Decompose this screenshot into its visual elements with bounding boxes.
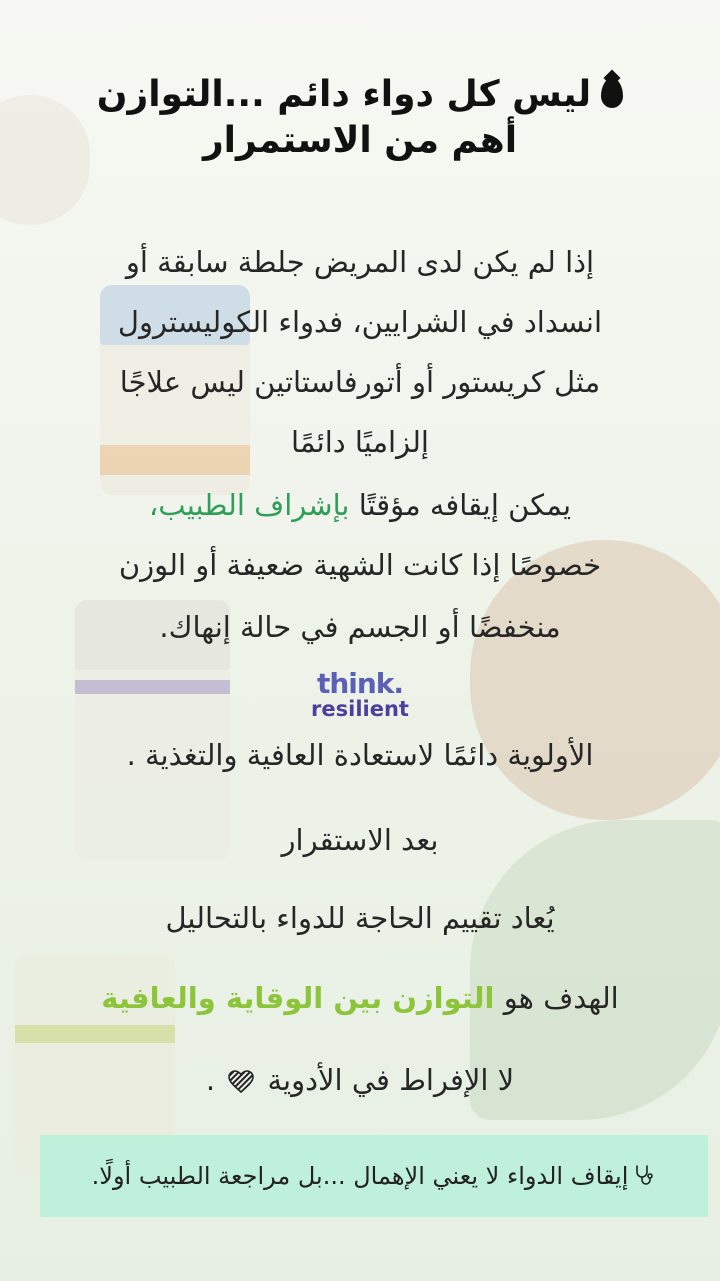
body-line-8: الأولوية دائمًا لاستعادة العافية والتغذية . [126, 738, 594, 772]
water-drop-icon [601, 78, 623, 108]
body-line-12-end: . [205, 1063, 216, 1097]
title-line-1: ليس كل دواء دائم ...التوازن [96, 74, 592, 115]
body-line-2: انسداد في الشرايين، فدواء الكوليسترول [117, 305, 603, 339]
body-line-4: إلزاميًا دائمًا [291, 425, 429, 459]
doctor-supervision-highlight: بإشراف الطبيب، [148, 488, 350, 522]
title-line-2: أهم من الاستمرار [202, 120, 518, 161]
body-line-12-text: لا الإفراط في الأدوية [267, 1063, 515, 1097]
banner-text: إيقاف الدواء لا يعني الإهمال ...بل مراجعة الطبيب أولًا. [91, 1162, 629, 1190]
balance-highlight: التوازن بين الوقاية والعافية [101, 981, 495, 1015]
body-line-5 [40, 485, 680, 525]
tip-banner [40, 1135, 708, 1217]
body-line-9: بعد الاستقرار [281, 823, 439, 857]
body-line-3: مثل كريستور أو أتورفاستاتين ليس علاجًا [119, 365, 601, 399]
logo-line-2: resilient [311, 697, 409, 721]
body-line-11-text: الهدف هو [494, 981, 619, 1015]
body-line-6: خصوصًا إذا كانت الشهية ضعيفة أو الوزن [118, 548, 602, 582]
body-line-1: إذا لم يكن لدى المريض جلطة سابقة أو [125, 245, 595, 279]
think-resilient-logo [300, 667, 420, 721]
body-line-11 [40, 978, 680, 1018]
body-line-7: منخفضًا أو الجسم في حالة إنهاك. [159, 610, 561, 644]
stethoscope-icon [632, 1163, 656, 1187]
logo-line-1: think. [316, 667, 404, 700]
page-title [60, 72, 660, 164]
heart-icon [228, 1070, 254, 1094]
body-line-5-text: يمكن إيقافه مؤقتًا [349, 488, 572, 522]
body-line-12 [40, 1060, 680, 1100]
body-line-10: يُعاد تقييم الحاجة للدواء بالتحاليل [165, 901, 555, 935]
